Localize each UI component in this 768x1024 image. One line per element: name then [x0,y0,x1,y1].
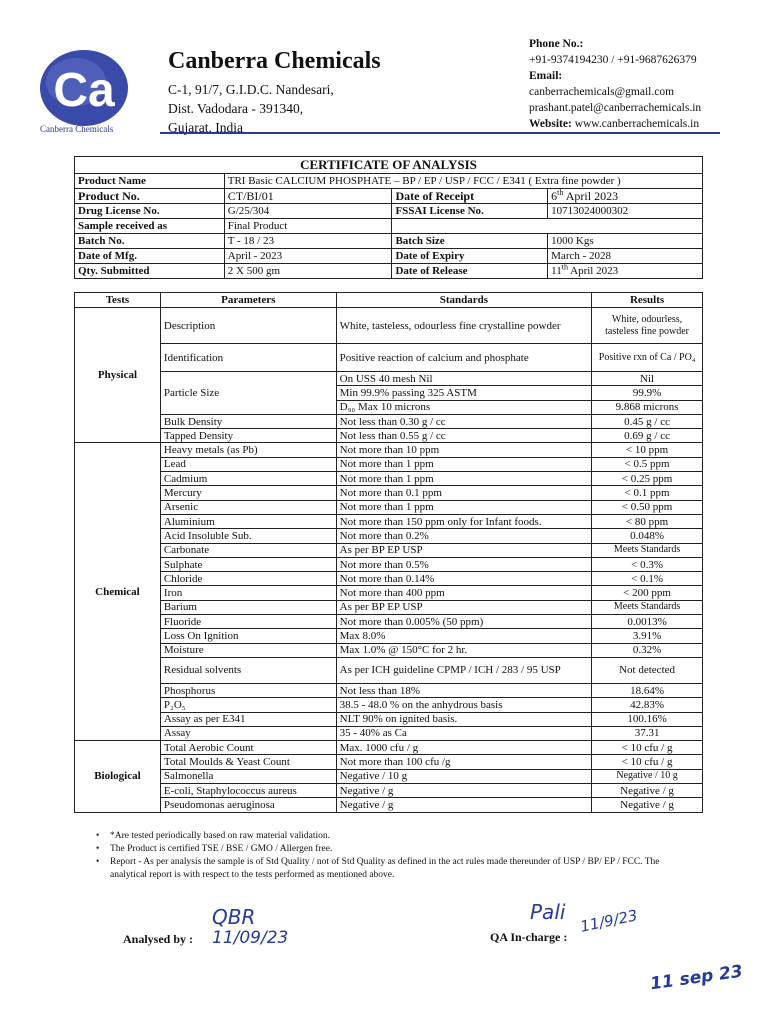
test-category: Chemical [75,443,161,741]
result-cell: 0.048% [592,529,703,543]
parameter-cell: Phosphorus [160,683,336,697]
standard-cell: Not more than 1 ppm [336,472,591,486]
result-cell: Nil [592,372,703,386]
table-row [75,514,703,528]
email-label: Email: [529,70,563,82]
table-row [75,486,703,500]
parameter-cell: E-coli, Staphylococcus aureus [160,784,336,798]
note-item: • Report - As per analysis the sample is of Std Quality / not of Std Quality as defined in the act rules made thereunder of USP / BP/ EP / FCC. The analytical report is with respect to the tests performed as mentioned above. [96,856,696,882]
result-cell: Positive rxn of Ca / PO₄ [592,344,703,372]
parameter-cell: Assay as per E341 [160,712,336,726]
header-divider [160,132,720,134]
standard-cell: Not more than 0.14% [336,572,591,586]
company-address [168,80,334,137]
phone-label: Phone No.: [529,38,584,50]
phone-numbers: +91-9374194230 / +91-9687626379 [529,54,697,66]
standard-cell: Not more than 150 ppm only for Infant foods. [336,514,591,528]
standard-cell: Not more than 1 ppm [336,457,591,471]
standard-cell: Not more than 100 cfu /g [336,755,591,769]
parameter-cell: Sulphate [160,557,336,571]
table-row [75,472,703,486]
standard-cell: Not more than 1 ppm [336,500,591,514]
standard-cell: On USS 40 mesh Nil [336,372,591,386]
standard-cell: Not more than 0.2% [336,529,591,543]
table-row [75,543,703,557]
result-cell: < 0.25 ppm [592,472,703,486]
product-name-label: Product Name [75,174,225,189]
result-cell: Negative / g [592,784,703,798]
parameter-cell: Fluoride [160,615,336,629]
table-row [75,443,703,457]
table-row [75,683,703,697]
standard-cell: Not more than 0.005% (50 ppm) [336,615,591,629]
result-cell: < 200 ppm [592,586,703,600]
expiry-date: March - 2028 [548,249,703,264]
standard-cell: As per BP EP USP [336,543,591,557]
result-cell: 100.16% [592,712,703,726]
parameter-cell: Total Moulds & Yeast Count [160,755,336,769]
result-cell: Negative / 10 g [592,769,703,783]
standard-cell: Not more than 10 ppm [336,443,591,457]
parameter-cell: Assay [160,726,336,740]
col-header-results: Results [592,293,703,308]
contact-block [529,36,701,132]
parameter-cell: Tapped Density [160,429,336,443]
standard-cell: 35 - 40% as Ca [336,726,591,740]
email-2: prashant.patel@canberrachemicals.in [529,102,702,114]
product-no-label: Product No. [75,189,225,204]
parameter-cell: Particle Size [160,372,336,415]
company-name: Canberra Chemicals [168,48,381,74]
result-cell: < 0.1 ppm [592,486,703,500]
qa-incharge-label: QA In-charge : [490,930,568,944]
result-cell: < 0.50 ppm [592,500,703,514]
parameter-cell: Total Aerobic Count [160,741,336,755]
table-row [75,712,703,726]
table-row [75,643,703,657]
fssai-label: FSSAI License No. [392,204,548,219]
result-cell: < 10 ppm [592,443,703,457]
test-category: Biological [75,741,161,812]
parameter-cell: Moisture [160,643,336,657]
parameter-cell: Salmonella [160,769,336,783]
result-cell: Not detected [592,657,703,683]
parameter-cell: Bulk Density [160,414,336,428]
standard-cell: Max 8.0% [336,629,591,643]
standard-cell: As per BP EP USP [336,600,591,614]
drug-license-label: Drug License No. [75,204,225,219]
note-item: • The Product is certified TSE / BSE / GMO / Allergen free. [96,843,696,856]
mfg-date: April - 2023 [224,249,392,264]
website-label: Website: [529,118,572,130]
result-cell: 0.0013% [592,615,703,629]
parameter-cell: Lead [160,457,336,471]
table-row [75,698,703,712]
parameter-cell: Residual solvents [160,657,336,683]
col-header-tests: Tests [75,293,161,308]
result-cell: 37.31 [592,726,703,740]
standard-cell: Not less than 18% [336,683,591,697]
parameter-cell: Arsenic [160,500,336,514]
address-line: Gujarat, India [168,120,243,135]
result-cell: 42.83% [592,698,703,712]
table-row [75,600,703,614]
standard-cell: Negative / g [336,784,591,798]
analyst-signature-icon: QBR [212,905,256,929]
table-row [75,457,703,471]
table-row [75,586,703,600]
date-receipt: 6th April 2023 [548,189,703,204]
result-cell: < 0.1% [592,572,703,586]
result-cell: 0.69 g / cc [592,429,703,443]
table-row [75,784,703,798]
standard-cell: Min 99.9% passing 325 ASTM [336,386,591,400]
parameter-cell: Acid Insoluble Sub. [160,529,336,543]
date-receipt-label: Date of Receipt [392,189,548,204]
table-row [75,414,703,428]
standard-cell: D₉₀ Max 10 microns [336,400,591,414]
certificate-info-table [74,156,703,279]
col-header-parameters: Parameters [160,293,336,308]
tests-body [75,308,703,813]
parameter-cell: Iron [160,586,336,600]
release-label: Date of Release [392,264,548,279]
parameter-cell: Loss On Ignition [160,629,336,643]
company-logo [36,48,132,134]
parameter-cell: Mercury [160,486,336,500]
corner-date: 11 sep 23 [649,961,744,995]
result-cell: 3.91% [592,629,703,643]
batch-no: T - 18 / 23 [224,234,392,249]
parameter-cell: Identification [160,344,336,372]
analysed-by-label: Analysed by : [123,932,194,946]
result-cell: 99.9% [592,386,703,400]
result-cell: < 80 ppm [592,514,703,528]
result-cell: Negative / g [592,798,703,812]
product-no: CT/BI/01 [224,189,392,204]
batch-size-label: Batch Size [392,234,548,249]
result-cell: Meets Standards [592,543,703,557]
standard-cell: As per ICH guideline CPMP / ICH / 283 / 95 USP [336,657,591,683]
standard-cell: Not less than 0.30 g / cc [336,414,591,428]
table-row [75,769,703,783]
table-row [75,798,703,812]
release-date: 11th April 2023 [548,264,703,279]
logo-caption: Canberra Chemicals [40,124,114,134]
col-header-standards: Standards [336,293,591,308]
address-line: Dist. Vadodara - 391340, [168,101,304,116]
qa-signature-icon: Pali [530,900,566,924]
logo-text: Ca [53,64,115,117]
table-row [75,629,703,643]
table-row [75,529,703,543]
result-cell: < 0.3% [592,557,703,571]
table-row [75,615,703,629]
result-cell: < 0.5 ppm [592,457,703,471]
expiry-label: Date of Expiry [392,249,548,264]
result-cell: White, odourless, tasteless fine powder [592,308,703,344]
table-row [75,500,703,514]
standard-cell: Not more than 0.1 ppm [336,486,591,500]
address-line: C-1, 91/7, G.I.D.C. Nandesari, [168,82,334,97]
certificate-title: CERTIFICATE OF ANALYSIS [75,157,703,174]
standard-cell: 38.5 - 48.0 % on the anhydrous basis [336,698,591,712]
qa-date: 11/9/23 [578,906,640,936]
parameter-cell: Heavy metals (as Pb) [160,443,336,457]
sample-label: Sample received as [75,219,225,234]
qty-label: Qty. Submitted [75,264,225,279]
tests-table [74,292,703,813]
table-row [75,657,703,683]
fssai: 10713024000302 [548,204,703,219]
mfg-label: Date of Mfg. [75,249,225,264]
website: www.canberrachemicals.in [574,118,700,130]
result-cell: 0.45 g / cc [592,414,703,428]
sample: Final Product [224,219,392,234]
product-name: TRI Basic CALCIUM PHOSPHATE – BP / EP / USP / FCC / E341 ( Extra fine powder ) [224,174,702,189]
analysed-date: 11/09/23 [212,928,289,948]
table-row [75,344,703,372]
standard-cell: Max 1.0% @ 150°C for 2 hr. [336,643,591,657]
table-row [75,755,703,769]
standard-cell: Not more than 400 ppm [336,586,591,600]
table-row [75,429,703,443]
parameter-cell: Chloride [160,572,336,586]
standard-cell: NLT 90% on ignited basis. [336,712,591,726]
result-cell: < 10 cfu / g [592,741,703,755]
batch-no-label: Batch No. [75,234,225,249]
standard-cell: Not less than 0.55 g / cc [336,429,591,443]
standard-cell: Negative / 10 g [336,769,591,783]
notes-block [96,830,696,882]
parameter-cell: Barium [160,600,336,614]
note-item: • *Are tested periodically based on raw material validation. [96,830,696,843]
test-category: Physical [75,308,161,443]
parameter-cell: Pseudomonas aeruginosa [160,798,336,812]
table-row [75,372,703,386]
standard-cell: Negative / g [336,798,591,812]
parameter-cell: Carbonate [160,543,336,557]
table-row [75,557,703,571]
parameter-cell: Cadmium [160,472,336,486]
batch-size: 1000 Kgs [548,234,703,249]
result-cell: Meets Standards [592,600,703,614]
result-cell: 0.32% [592,643,703,657]
standard-cell: Positive reaction of calcium and phosphate [336,344,591,372]
standard-cell: White, tasteless, odourless fine crystalline powder [336,308,591,344]
parameter-cell: Description [160,308,336,344]
result-cell: 9.868 microns [592,400,703,414]
standard-cell: Not more than 0.5% [336,557,591,571]
drug-license: G/25/304 [224,204,392,219]
table-row [75,572,703,586]
table-row [75,741,703,755]
table-row [75,308,703,344]
standard-cell: Max. 1000 cfu / g [336,741,591,755]
table-row [75,726,703,740]
parameter-cell: Aluminium [160,514,336,528]
qty: 2 X 500 gm [224,264,392,279]
email-1: canberrachemicals@gmail.com [529,86,675,98]
result-cell: < 10 cfu / g [592,755,703,769]
parameter-cell: P₂O₅ [160,698,336,712]
result-cell: 18.64% [592,683,703,697]
